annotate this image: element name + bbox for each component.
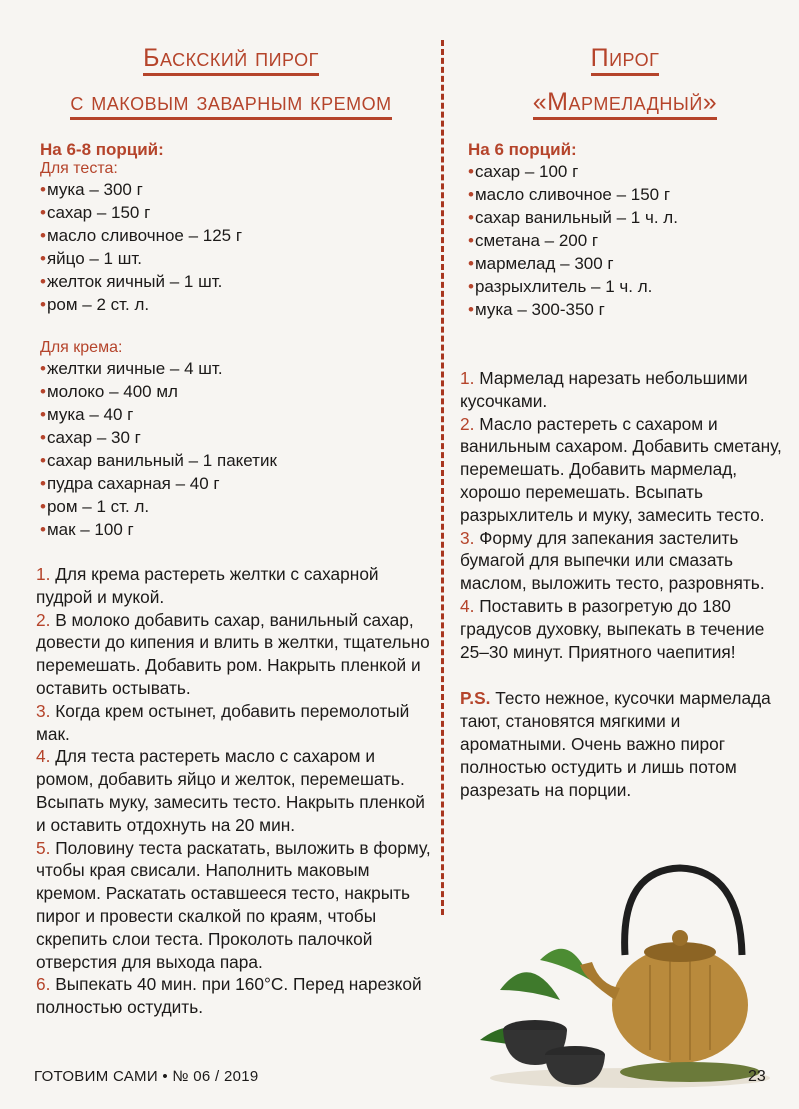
step-number: 5. [36, 837, 51, 858]
cream-ingredient-list [40, 357, 432, 541]
dough-ingredient-list [40, 178, 432, 316]
ingredient-list [468, 160, 790, 321]
ingredient-item: • сахар ванильный – 1 пакетик [40, 449, 432, 472]
instruction-step [460, 595, 790, 663]
instructions [30, 563, 432, 1019]
teapot-illustration [480, 850, 780, 1090]
ingredient-item: • желтки яичные – 4 шт. [40, 357, 432, 380]
instruction-step [36, 745, 432, 836]
step-text: Когда крем остынет, добавить перемолотый мак. [36, 700, 410, 744]
step-number: 1. [460, 368, 475, 388]
title-line-1: Пирог [591, 44, 660, 76]
recipe-marmalade-pie [460, 0, 790, 801]
instruction-step [36, 837, 432, 974]
step-text: Для теста растереть масло с сахаром и ромом, добавить яйцо и желток, перемешать. Всыпать муку, замесить тесто. Накрыть пленкой и оставить отдохнуть на 20 мин. [36, 746, 425, 835]
ingredient-item: • желток яичный – 1 шт. [40, 270, 432, 293]
step-number: 3. [460, 527, 475, 548]
instruction-step [36, 563, 432, 609]
ingredient-item: • мука – 300-350 г [468, 298, 790, 321]
ingredient-item: • мука – 40 г [40, 403, 432, 426]
instruction-step [36, 609, 432, 700]
ingredient-item: • пудра сахарная – 40 г [40, 472, 432, 495]
step-text: Мармелад нарезать небольшими кусочками. [460, 368, 748, 411]
cream-label: Для крема: [40, 339, 123, 356]
title-line-1: Баскский пирог [143, 44, 319, 76]
postscript [460, 687, 790, 801]
recipe-title [460, 36, 790, 124]
ingredient-item: • ром – 1 ст. л. [40, 495, 432, 518]
dough-label: Для теста: [40, 160, 118, 177]
magazine-footer: ГОТОВИМ САМИ • № 06 / 2019 [34, 1068, 259, 1085]
instruction-step [460, 367, 790, 413]
ingredient-item: • сахар – 150 г [40, 201, 432, 224]
ps-label: P.S. [460, 688, 491, 709]
portions-label: На 6 порций: [468, 140, 577, 159]
instruction-step [36, 700, 432, 746]
ingredient-item: • разрыхлитель – 1 ч. л. [468, 275, 790, 298]
step-number: 3. [36, 700, 51, 721]
step-number: 2. [460, 413, 475, 434]
ingredient-item: • сахар ванильный – 1 ч. л. [468, 206, 790, 229]
ingredient-item: • мармелад – 300 г [468, 252, 790, 275]
ingredient-item: • молоко – 400 мл [40, 380, 432, 403]
step-text: Форму для запекания застелить бумагой для выпечки или смазать маслом, выложить тесто, разровнять. [460, 527, 765, 594]
instruction-step [460, 527, 790, 595]
recipe-basque-pie [30, 0, 432, 1019]
title-line-2: «Мармеладный» [533, 88, 717, 120]
step-text: Поставить в разогретую до 180 градусов духовку, выпекать в течение 25–30 минут. Приятного чаепития! [460, 595, 765, 662]
instruction-step [36, 973, 432, 1019]
ps-text: Тесто нежное, кусочки мармелада тают, становятся мягкими и ароматными. Очень важно пирог полностью остудить и лишь потом разрезать на порции. [460, 688, 771, 800]
step-number: 4. [36, 746, 51, 767]
ingredient-item: • мак – 100 г [40, 518, 432, 541]
portions-label: На 6-8 порций: [40, 140, 164, 159]
instruction-step [460, 413, 790, 527]
ingredient-item: • сметана – 200 г [468, 229, 790, 252]
recipe-title [30, 36, 432, 124]
step-number: 1. [36, 564, 51, 584]
ingredient-item: • масло сливочное – 150 г [468, 183, 790, 206]
ingredient-item: • масло сливочное – 125 г [40, 224, 432, 247]
step-text: Половину теста раскатать, выложить в форму, чтобы края свисали. Наполнить маковым кремом. Раскатать оставшееся тесто, накрыть пирог и провести скалкой по краям, чтобы скрепить слои теста. Проколоть палочкой отверстия для выхода пара. [36, 837, 431, 972]
step-text: Масло растереть с сахаром и ванильным сахаром. Добавить сметану, перемешать. Добавить мармелад, хорошо перемешать. Всыпать разрыхлитель и муку, замесить тесто. [460, 413, 782, 525]
step-number: 6. [36, 974, 51, 995]
step-text: Для крема растереть желтки с сахарной пудрой и мукой. [36, 564, 379, 607]
page-number: 23 [748, 1068, 766, 1085]
step-number: 4. [460, 595, 475, 616]
ingredient-item: • сахар – 30 г [40, 426, 432, 449]
ingredient-item: • ром – 2 ст. л. [40, 293, 432, 316]
ingredient-item: • яйцо – 1 шт. [40, 247, 432, 270]
step-number: 2. [36, 609, 51, 630]
instructions [460, 367, 790, 663]
step-text: Выпекать 40 мин. при 160°С. Перед нарезкой полностью остудить. [36, 974, 422, 1018]
ingredient-item: • сахар – 100 г [468, 160, 790, 183]
column-divider [441, 40, 444, 915]
ingredient-item: • мука – 300 г [40, 178, 432, 201]
step-text: В молоко добавить сахар, ванильный сахар, довести до кипения и влить в желтки, тщательно перемешать. Добавить ром. Накрыть пленкой и оставить остывать. [36, 609, 430, 698]
title-line-2: с маковым заварным кремом [70, 88, 391, 120]
